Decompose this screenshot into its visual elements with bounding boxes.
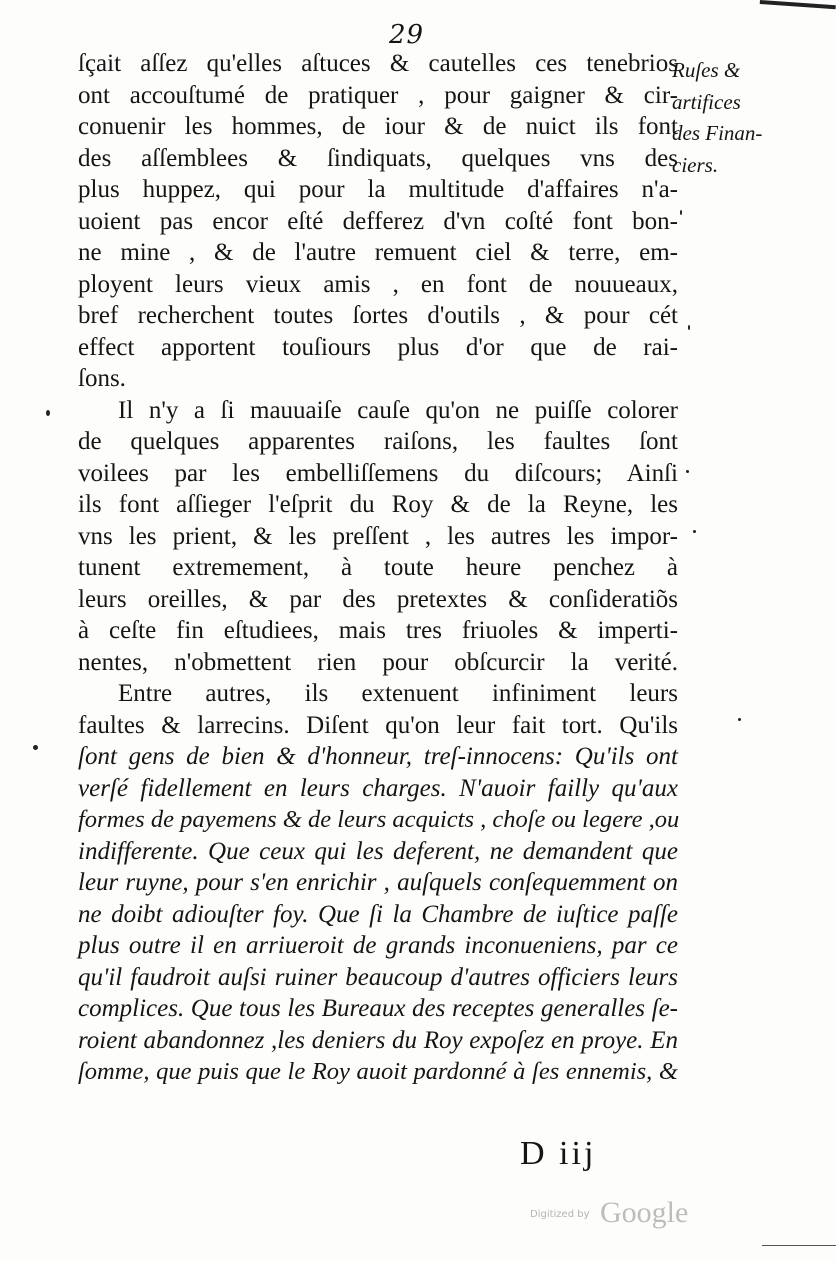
paragraph-start: Il n'y a ſi mauuaiſe cauſe qu'on ne puiſſe colorer — [118, 396, 678, 424]
text-line: faultes & larrecins. Diſent qu'on leur fait tort. Qu'ils — [78, 711, 678, 739]
text-line-italic: ſont gens de bien & d'honneur, treſ-innocens: Qu'ils ont — [78, 743, 678, 770]
ink-speck — [686, 470, 689, 473]
margin-notes — [672, 55, 812, 181]
margin-note: ciers. — [672, 152, 719, 177]
ink-speck — [688, 325, 690, 330]
page-number: 29 — [389, 20, 425, 50]
text-line: effect apportent touſiours plus d'or que de rai- — [78, 333, 678, 361]
ink-speck — [33, 745, 38, 750]
text-line-italic: formes de payemens & de leurs acquicts , choſe ou legere ,ou — [78, 806, 680, 833]
text-line: ne mine , & de l'autre remuent ciel & terre, em- — [78, 239, 678, 266]
text-line: de quelques apparentes raiſons, les faultes ſont — [78, 428, 678, 455]
text-line: conuenir les hommes, de iour & de nuict ils font — [78, 113, 678, 140]
corner-mark — [759, 0, 836, 19]
digitized-by-label: Digitized by — [530, 1209, 590, 1220]
margin-note: des Finan- — [672, 121, 763, 145]
paragraph-start: Entre autres, ils extenuent infiniment leurs — [118, 680, 678, 707]
text-line: vns les prient, & les preſſent , les autres les impor- — [78, 522, 678, 550]
margin-note: Ruſes & — [672, 58, 741, 82]
text-line: ils font aſſieger l'eſprit du Roy & de la Reyne, les — [78, 491, 678, 518]
gutter-line — [762, 1245, 836, 1246]
ink-speck — [738, 718, 741, 721]
text-line: bref recherchent toutes ſortes d'outils , & pour cét — [78, 302, 678, 329]
margin-note: artifices — [672, 89, 741, 114]
text-line-italic: verſé fidellement en leurs charges. N'auoir failly qu'aux — [78, 774, 678, 802]
text-line: plus huppez, qui pour la multitude d'affaires n'a- — [78, 176, 678, 203]
text-line: à ceſte fin eſtudiees, mais tres friuoles & imperti- — [78, 617, 678, 644]
text-line-italic: indifferente. Que ceux qui les deferent, ne demandent que — [78, 837, 678, 865]
text-line-italic: ne doibt adiouſter foy. Que ſi la Chambre de iuſtice paſſe — [78, 900, 678, 928]
text-line: des aſſemblees & ſindiquats, quelques vns des — [78, 144, 678, 172]
text-line-italic: ſomme, que puis que le Roy auoit pardonné à ſes ennemis, & — [78, 1058, 678, 1085]
text-line-italic: roient abandonnez ,les deniers du Roy expoſez en proye. En — [78, 1026, 678, 1054]
text-line-italic: leur ruyne, pour s'en enrichir , auſquels conſequemment on — [78, 869, 678, 896]
body-text — [78, 48, 678, 1088]
signature-mark: D iij — [520, 1135, 597, 1172]
ink-speck — [46, 410, 50, 416]
text-line: uoient pas encor eſté defferez d'vn coſté font bon- — [78, 207, 678, 235]
ink-speck — [680, 210, 682, 215]
text-line: tunent extremement, à toute heure penchez à — [78, 554, 678, 581]
text-line: ployent leurs vieux amis , en font de nouueaux, — [78, 270, 678, 298]
ink-speck — [693, 530, 696, 533]
text-line-italic: qu'il faudroit auſsi ruiner beaucoup d'autres officiers leurs — [78, 963, 678, 991]
text-line: ont accouſtumé de pratiquer , pour gaigner & cir- — [78, 81, 678, 109]
text-line: ſçait aſſez qu'elles aſtuces & cautelles ces tenebrios — [78, 50, 678, 77]
text-line: ſons. — [78, 365, 126, 392]
text-line: leurs oreilles, & par des pretextes & conſideratiõs — [78, 585, 678, 613]
google-watermark: Google — [600, 1196, 689, 1229]
text-line-italic: plus outre il en arriueroit de grands inconueniens, par ce — [78, 932, 678, 959]
text-line: voilees par les embelliſſemens du diſcours; Ainſi — [78, 459, 678, 487]
text-line: nentes, n'obmettent rien pour obſcurcir la verité. — [78, 648, 678, 676]
text-line-italic: complices. Que tous les Bureaux des receptes generalles ſe- — [78, 995, 678, 1022]
